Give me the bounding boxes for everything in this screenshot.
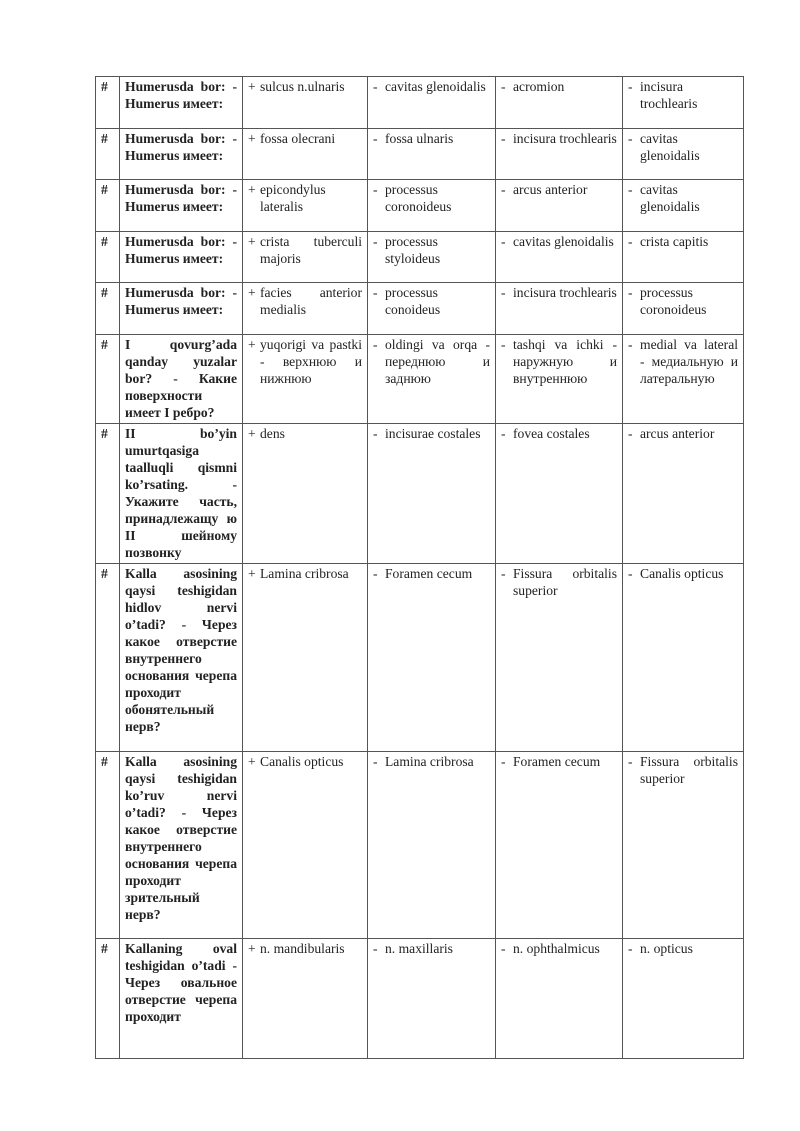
wrong-answer-cell [496, 283, 623, 335]
question-text: Kalla asosining qaysi teshigidan hidlov nervi o’tadi? - Через какое отверстие внутреннего основания черепа проходит обонятельный нерв? [120, 564, 243, 752]
question-marker: # [96, 939, 120, 1059]
question-marker: # [96, 564, 120, 752]
wrong-answer-cell [623, 335, 744, 424]
question-row [96, 283, 744, 335]
correct-answer-cell [243, 335, 368, 424]
answer-sign: + [248, 131, 256, 146]
answer-sign: - [373, 566, 378, 581]
answer-sign: + [248, 337, 256, 352]
answer-sign: - [501, 941, 506, 956]
answer-text: processus styloideus [385, 234, 441, 266]
question-row [96, 129, 744, 180]
answer-text: sulcus n.ulnaris [260, 79, 345, 94]
question-marker: # [96, 77, 120, 129]
question-text: Humerusda bor: - Humerus имеет: [120, 129, 243, 180]
question-marker: # [96, 424, 120, 564]
answer-text: incisura trochlearis [513, 131, 617, 146]
answer-sign: - [501, 566, 506, 581]
answer-text: facies anterior medialis [260, 285, 362, 317]
correct-answer-cell [243, 129, 368, 180]
answer-text: Foramen cecum [385, 566, 473, 581]
question-text: Humerusda bor: - Humerus имеет: [120, 77, 243, 129]
answer-text: incisurae costales [385, 426, 481, 441]
wrong-answer-cell [368, 335, 496, 424]
answer-text: cavitas glenoidalis [513, 234, 614, 249]
correct-answer-cell [243, 939, 368, 1059]
answer-text: yuqorigi va pastki - верхнюю и нижнюю [260, 337, 362, 386]
answer-sign: - [628, 285, 633, 300]
wrong-answer-cell [368, 424, 496, 564]
wrong-answer-cell [368, 180, 496, 232]
wrong-answer-cell [623, 77, 744, 129]
answer-sign: - [373, 131, 378, 146]
answer-sign: - [501, 131, 506, 146]
wrong-answer-cell [496, 77, 623, 129]
wrong-answer-cell [496, 564, 623, 752]
answer-text: oldingi va orqa - переднюю и заднюю [385, 337, 490, 386]
answer-text: processus coronoideus [640, 285, 707, 317]
wrong-answer-cell [496, 752, 623, 939]
answer-sign: - [501, 182, 506, 197]
wrong-answer-cell [368, 129, 496, 180]
answer-text: Lamina cribrosa [385, 754, 474, 769]
question-text: Kalla asosining qaysi teshigidan ko’ruv nervi o’tadi? - Через какое отверстие внутреннего основания черепа проходит зрительный нерв? [120, 752, 243, 939]
answer-sign: - [501, 234, 506, 249]
wrong-answer-cell [368, 564, 496, 752]
answer-sign: - [628, 234, 633, 249]
answer-text: n. mandibularis [260, 941, 345, 956]
question-row [96, 77, 744, 129]
answer-text: arcus anterior [640, 426, 715, 441]
answer-text: crista capitis [640, 234, 709, 249]
wrong-answer-cell [496, 180, 623, 232]
question-row [96, 180, 744, 232]
wrong-answer-cell [496, 335, 623, 424]
answer-text: arcus anterior [513, 182, 588, 197]
wrong-answer-cell [368, 283, 496, 335]
answer-text: processus conoideus [385, 285, 441, 317]
answer-sign: - [501, 754, 506, 769]
question-row [96, 752, 744, 939]
answer-text: incisura trochlearis [640, 79, 698, 111]
wrong-answer-cell [368, 232, 496, 283]
answer-sign: + [248, 426, 256, 441]
answer-sign: - [628, 426, 633, 441]
wrong-answer-cell [623, 424, 744, 564]
answer-sign: + [248, 79, 256, 94]
answer-text: n. opticus [640, 941, 693, 956]
answer-sign: - [373, 234, 378, 249]
answer-sign: - [373, 754, 378, 769]
answer-text: Foramen cecum [513, 754, 601, 769]
answer-sign: - [501, 426, 506, 441]
answer-text: cavitas glenoidalis [640, 131, 700, 163]
wrong-answer-cell [368, 939, 496, 1059]
answer-text: processus coronoideus [385, 182, 452, 214]
question-row [96, 424, 744, 564]
answer-sign: + [248, 285, 256, 300]
wrong-answer-cell [623, 939, 744, 1059]
answer-text: Lamina cribrosa [260, 566, 349, 581]
answer-sign: - [501, 337, 506, 352]
answer-sign: + [248, 754, 256, 769]
question-marker: # [96, 180, 120, 232]
question-text: II bo’yin umurtqasiga taalluqli qismni ko’rsating. - Укажите часть, принадлежащу ю II шейному позвонку [120, 424, 243, 564]
wrong-answer-cell [496, 232, 623, 283]
correct-answer-cell [243, 424, 368, 564]
answer-text: Fissura orbitalis superior [640, 754, 738, 786]
question-marker: # [96, 283, 120, 335]
answer-sign: + [248, 234, 256, 249]
wrong-answer-cell [623, 564, 744, 752]
answer-text: Canalis opticus [260, 754, 344, 769]
question-row [96, 564, 744, 752]
answer-text: fossa olecrani [260, 131, 336, 146]
correct-answer-cell [243, 564, 368, 752]
wrong-answer-cell [496, 939, 623, 1059]
correct-answer-cell [243, 283, 368, 335]
wrong-answer-cell [623, 232, 744, 283]
wrong-answer-cell [496, 129, 623, 180]
answer-sign: + [248, 566, 256, 581]
answer-sign: - [628, 941, 633, 956]
question-text: Humerusda bor: - Humerus имеет: [120, 180, 243, 232]
answer-sign: - [628, 131, 633, 146]
answer-text: cavitas glenoidalis [385, 79, 486, 94]
answer-text: incisura trochlearis [513, 285, 617, 300]
answer-sign: - [373, 426, 378, 441]
question-row [96, 939, 744, 1059]
wrong-answer-cell [623, 129, 744, 180]
quiz-table [95, 76, 744, 1059]
answer-text: epicondylus lateralis [260, 182, 326, 214]
answer-text: cavitas glenoidalis [640, 182, 700, 214]
answer-text: medial va lateral - медиальную и латеральную [640, 337, 738, 386]
answer-sign: - [628, 337, 633, 352]
question-marker: # [96, 129, 120, 180]
question-text: Humerusda bor: - Humerus имеет: [120, 283, 243, 335]
question-row [96, 335, 744, 424]
answer-text: Canalis opticus [640, 566, 724, 581]
answer-text: fovea costales [513, 426, 590, 441]
wrong-answer-cell [623, 752, 744, 939]
answer-sign: - [628, 566, 633, 581]
wrong-answer-cell [623, 283, 744, 335]
answer-text: crista tuberculi majoris [260, 234, 362, 266]
answer-sign: - [501, 79, 506, 94]
wrong-answer-cell [368, 752, 496, 939]
answer-text: n. maxillaris [385, 941, 453, 956]
answer-text: tashqi va ichki - наружную и внутреннюю [513, 337, 617, 386]
answer-sign: + [248, 182, 256, 197]
answer-sign: - [628, 182, 633, 197]
answer-text: dens [260, 426, 285, 441]
correct-answer-cell [243, 180, 368, 232]
question-marker: # [96, 232, 120, 283]
correct-answer-cell [243, 752, 368, 939]
answer-sign: - [373, 182, 378, 197]
question-text: I qovurg’ada qanday yuzalar bor? - Какие поверхности имеет I ребро? [120, 335, 243, 424]
question-text: Kallaning oval teshigidan o’tadi - Через овальное отверстие черепа проходит [120, 939, 243, 1059]
correct-answer-cell [243, 232, 368, 283]
answer-sign: - [628, 79, 633, 94]
wrong-answer-cell [623, 180, 744, 232]
answer-sign: - [373, 337, 378, 352]
question-marker: # [96, 752, 120, 939]
wrong-answer-cell [368, 77, 496, 129]
answer-sign: - [373, 285, 378, 300]
question-marker: # [96, 335, 120, 424]
answer-sign: - [373, 941, 378, 956]
wrong-answer-cell [496, 424, 623, 564]
answer-text: n. ophthalmicus [513, 941, 600, 956]
answer-sign: - [628, 754, 633, 769]
question-text: Humerusda bor: - Humerus имеет: [120, 232, 243, 283]
answer-text: fossa ulnaris [385, 131, 454, 146]
question-row [96, 232, 744, 283]
quiz-table-body [96, 77, 744, 1059]
answer-text: Fissura orbitalis superior [513, 566, 617, 598]
answer-sign: - [373, 79, 378, 94]
answer-sign: + [248, 941, 256, 956]
correct-answer-cell [243, 77, 368, 129]
answer-text: acromion [513, 79, 565, 94]
answer-sign: - [501, 285, 506, 300]
